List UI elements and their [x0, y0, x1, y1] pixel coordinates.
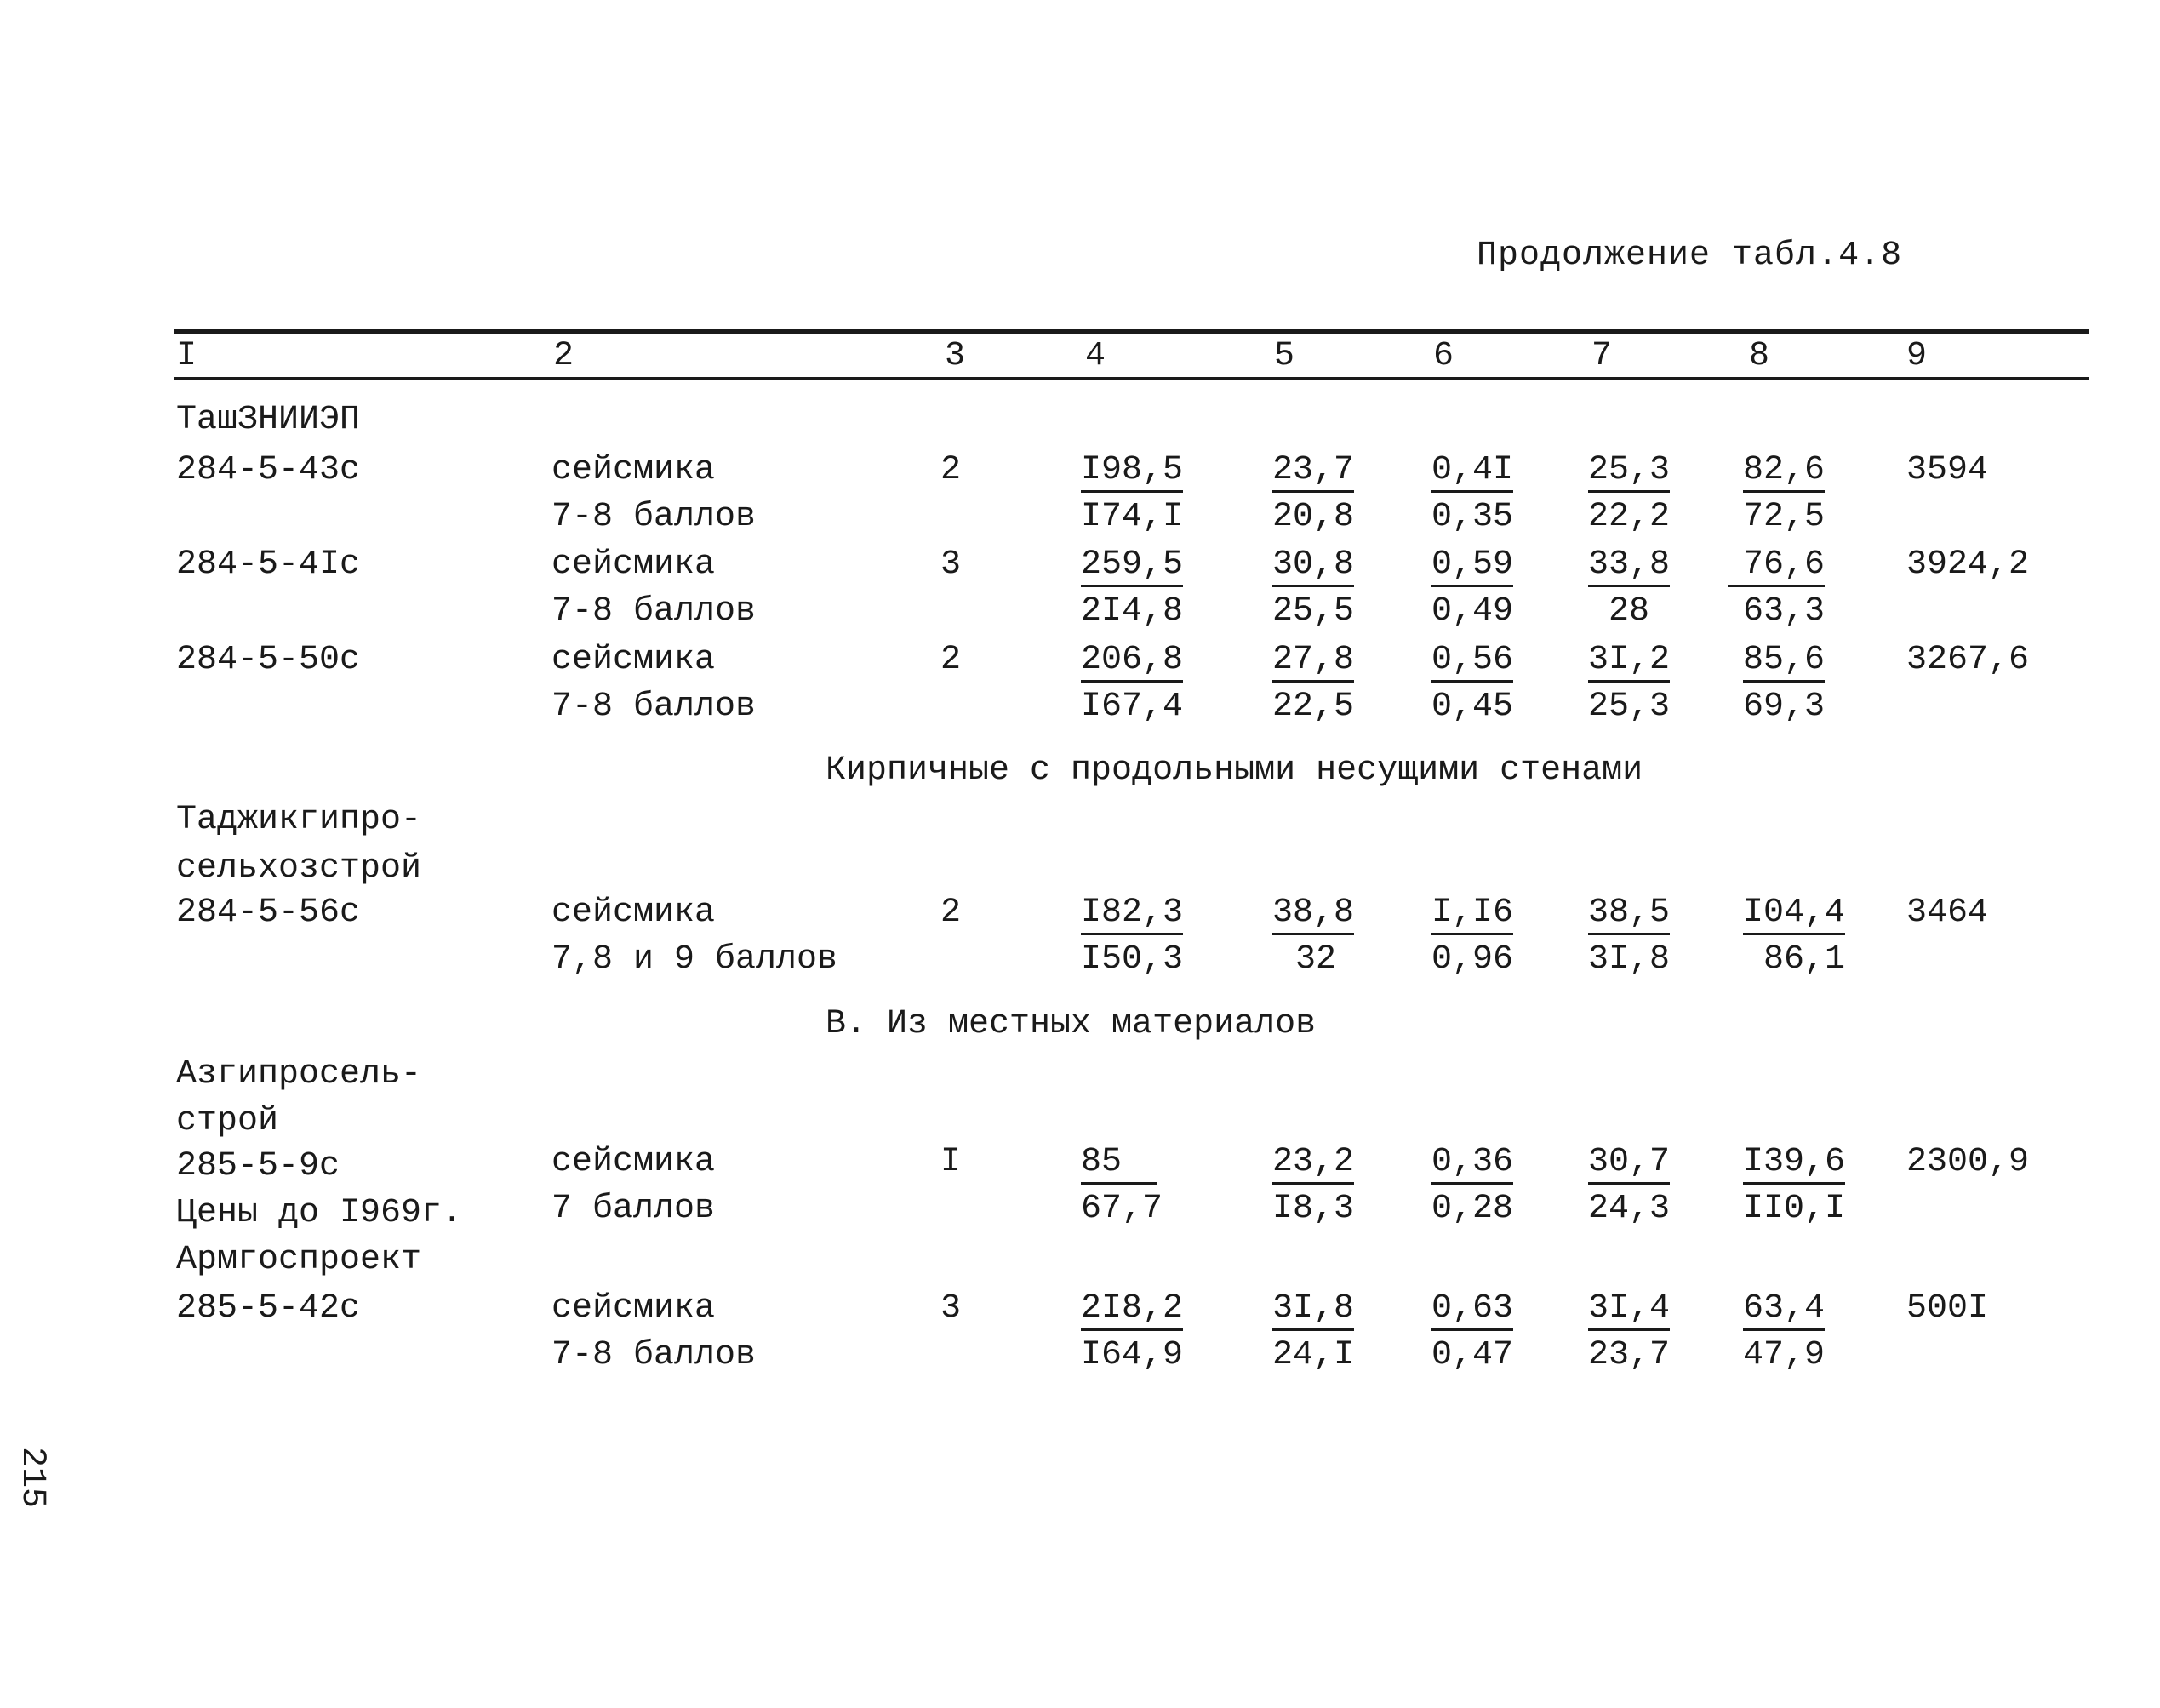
- row-desc-2: 7-8 баллов: [551, 498, 757, 536]
- row-col7-bottom: 28: [1609, 592, 1650, 631]
- row-col5-bottom: 32: [1295, 940, 1337, 979]
- row-desc-1: сейсмика: [551, 451, 716, 489]
- section-heading: Кирпичные с продольными несущими стенами: [826, 751, 1643, 790]
- column-header-2: 2: [553, 337, 574, 375]
- row-col4-top: 206,8: [1081, 641, 1183, 683]
- table-top-rule: [174, 329, 2089, 334]
- row-col3: 2: [940, 451, 962, 489]
- row-col6-top: 0,4I: [1431, 451, 1513, 493]
- row-col6-top: 0,56: [1431, 641, 1513, 683]
- row-col7-bottom: 25,3: [1588, 688, 1671, 726]
- column-header-4: 4: [1085, 337, 1106, 375]
- row-col7-top: 25,3: [1588, 451, 1670, 493]
- row-desc-1: сейсмика: [551, 894, 716, 932]
- row-desc-2: 7-8 баллов: [551, 592, 757, 631]
- row-col4-bottom: I74,I: [1081, 498, 1184, 536]
- row-col8-bottom: 69,3: [1743, 688, 1826, 726]
- row-col8-top: 85,6: [1743, 641, 1825, 683]
- project-code: 284-5-43с: [176, 451, 361, 489]
- row-col4-bottom: I50,3: [1081, 940, 1184, 979]
- org-name: ТашЗНИИЭП: [176, 401, 361, 439]
- row-desc-1: сейсмика: [551, 641, 716, 679]
- row-col9: 3464: [1906, 894, 1989, 932]
- row-col6-bottom: 0,96: [1431, 940, 1514, 979]
- row-desc-2: 7-8 баллов: [551, 688, 757, 726]
- row-col8-top: 63,4: [1743, 1289, 1825, 1331]
- row-col6-bottom: 0,45: [1431, 688, 1514, 726]
- row-col4-bottom: 2I4,8: [1081, 592, 1184, 631]
- org-name-cont: сельхозстрой: [176, 849, 422, 888]
- row-desc-2: 7 баллов: [551, 1190, 716, 1228]
- section-heading: В. Из местных материалов: [826, 1005, 1317, 1043]
- row-col6-bottom: 0,35: [1431, 498, 1514, 536]
- row-col5-top: 23,2: [1272, 1143, 1354, 1185]
- table-caption: Продолжение табл.4.8: [1477, 237, 1903, 275]
- project-code: 285-5-9с: [176, 1147, 340, 1185]
- row-col5-top: 3I,8: [1272, 1289, 1354, 1331]
- row-desc-2: 7-8 баллов: [551, 1336, 757, 1374]
- row-col9: 500I: [1906, 1289, 1989, 1328]
- row-col5-bottom: 25,5: [1272, 592, 1355, 631]
- row-col5-top: 23,7: [1272, 451, 1354, 493]
- row-col7-top: 3I,2: [1588, 641, 1670, 683]
- row-col3: 3: [940, 1289, 962, 1328]
- row-col3: 3: [940, 546, 962, 584]
- row-desc-1: сейсмика: [551, 1289, 716, 1328]
- row-col5-bottom: 20,8: [1272, 498, 1355, 536]
- row-col7-top: 38,5: [1588, 894, 1670, 935]
- column-header-5: 5: [1274, 337, 1295, 375]
- row-col9: 3594: [1906, 451, 1989, 489]
- table-header-rule: [174, 377, 2089, 380]
- row-col4-bottom: I67,4: [1081, 688, 1184, 726]
- column-header-1: I: [176, 337, 197, 375]
- row-col7-top: 30,7: [1588, 1143, 1670, 1185]
- row-col9: 3267,6: [1906, 641, 2030, 679]
- row-col4-top: I98,5: [1081, 451, 1183, 493]
- row-col3: 2: [940, 894, 962, 932]
- row-col9: 3924,2: [1906, 546, 2030, 584]
- price-note: Цены до I969г.: [176, 1194, 463, 1232]
- column-header-8: 8: [1749, 337, 1770, 375]
- row-col6-top: I,I6: [1431, 894, 1513, 935]
- project-code: 284-5-4Iс: [176, 546, 361, 584]
- project-code: 284-5-50с: [176, 641, 361, 679]
- page-number: 215: [13, 1447, 51, 1509]
- row-col8-top: 82,6: [1743, 451, 1825, 493]
- row-col5-top: 30,8: [1272, 546, 1354, 587]
- row-col5-bottom: 22,5: [1272, 688, 1355, 726]
- row-col8-top: I39,6: [1743, 1143, 1845, 1185]
- row-col6-top: 0,63: [1431, 1289, 1513, 1331]
- column-header-9: 9: [1906, 337, 1928, 375]
- row-col4-bottom: I64,9: [1081, 1336, 1184, 1374]
- row-col8-bottom: 72,5: [1743, 498, 1826, 536]
- row-col7-top: 3I,4: [1588, 1289, 1670, 1331]
- row-col6-top: 0,36: [1431, 1143, 1513, 1185]
- row-col6-bottom: 0,49: [1431, 592, 1514, 631]
- row-col5-top: 38,8: [1272, 894, 1354, 935]
- row-col7-bottom: 3I,8: [1588, 940, 1671, 979]
- row-col3: I: [940, 1143, 962, 1181]
- row-col6-bottom: 0,47: [1431, 1336, 1514, 1374]
- row-col4-bottom: 67,7: [1081, 1190, 1163, 1228]
- column-header-3: 3: [945, 337, 966, 375]
- row-col7-bottom: 23,7: [1588, 1336, 1671, 1374]
- row-col8-top: I04,4: [1743, 894, 1845, 935]
- row-col4-top: 2I8,2: [1081, 1289, 1183, 1331]
- row-col8-bottom: 86,1: [1763, 940, 1846, 979]
- org-name: Армгоспроект: [176, 1241, 422, 1279]
- project-code: 285-5-42с: [176, 1289, 361, 1328]
- row-desc-2: 7,8 и 9 баллов: [551, 940, 838, 979]
- column-header-7: 7: [1591, 337, 1613, 375]
- column-header-6: 6: [1433, 337, 1454, 375]
- org-name-cont: строй: [176, 1102, 279, 1140]
- row-col8-top: 76,6: [1728, 546, 1825, 587]
- row-col7-bottom: 22,2: [1588, 498, 1671, 536]
- row-col4-top: 85: [1081, 1143, 1157, 1185]
- org-name: Азгипросель-: [176, 1055, 422, 1094]
- row-col7-top: 33,8: [1588, 546, 1670, 587]
- row-col5-bottom: 24,I: [1272, 1336, 1355, 1374]
- project-code: 284-5-56с: [176, 894, 361, 932]
- row-col6-bottom: 0,28: [1431, 1190, 1514, 1228]
- row-col7-bottom: 24,3: [1588, 1190, 1671, 1228]
- row-col4-top: I82,3: [1081, 894, 1183, 935]
- org-name: Таджикгипро-: [176, 801, 422, 839]
- row-col5-top: 27,8: [1272, 641, 1354, 683]
- row-col8-bottom: 63,3: [1743, 592, 1826, 631]
- row-col8-bottom: 47,9: [1743, 1336, 1826, 1374]
- row-desc-1: сейсмика: [551, 1143, 716, 1181]
- row-desc-1: сейсмика: [551, 546, 716, 584]
- row-col6-top: 0,59: [1431, 546, 1513, 587]
- row-col9: 2300,9: [1906, 1143, 2030, 1181]
- row-col5-bottom: I8,3: [1272, 1190, 1355, 1228]
- row-col8-bottom: II0,I: [1743, 1190, 1846, 1228]
- row-col3: 2: [940, 641, 962, 679]
- row-col4-top: 259,5: [1081, 546, 1183, 587]
